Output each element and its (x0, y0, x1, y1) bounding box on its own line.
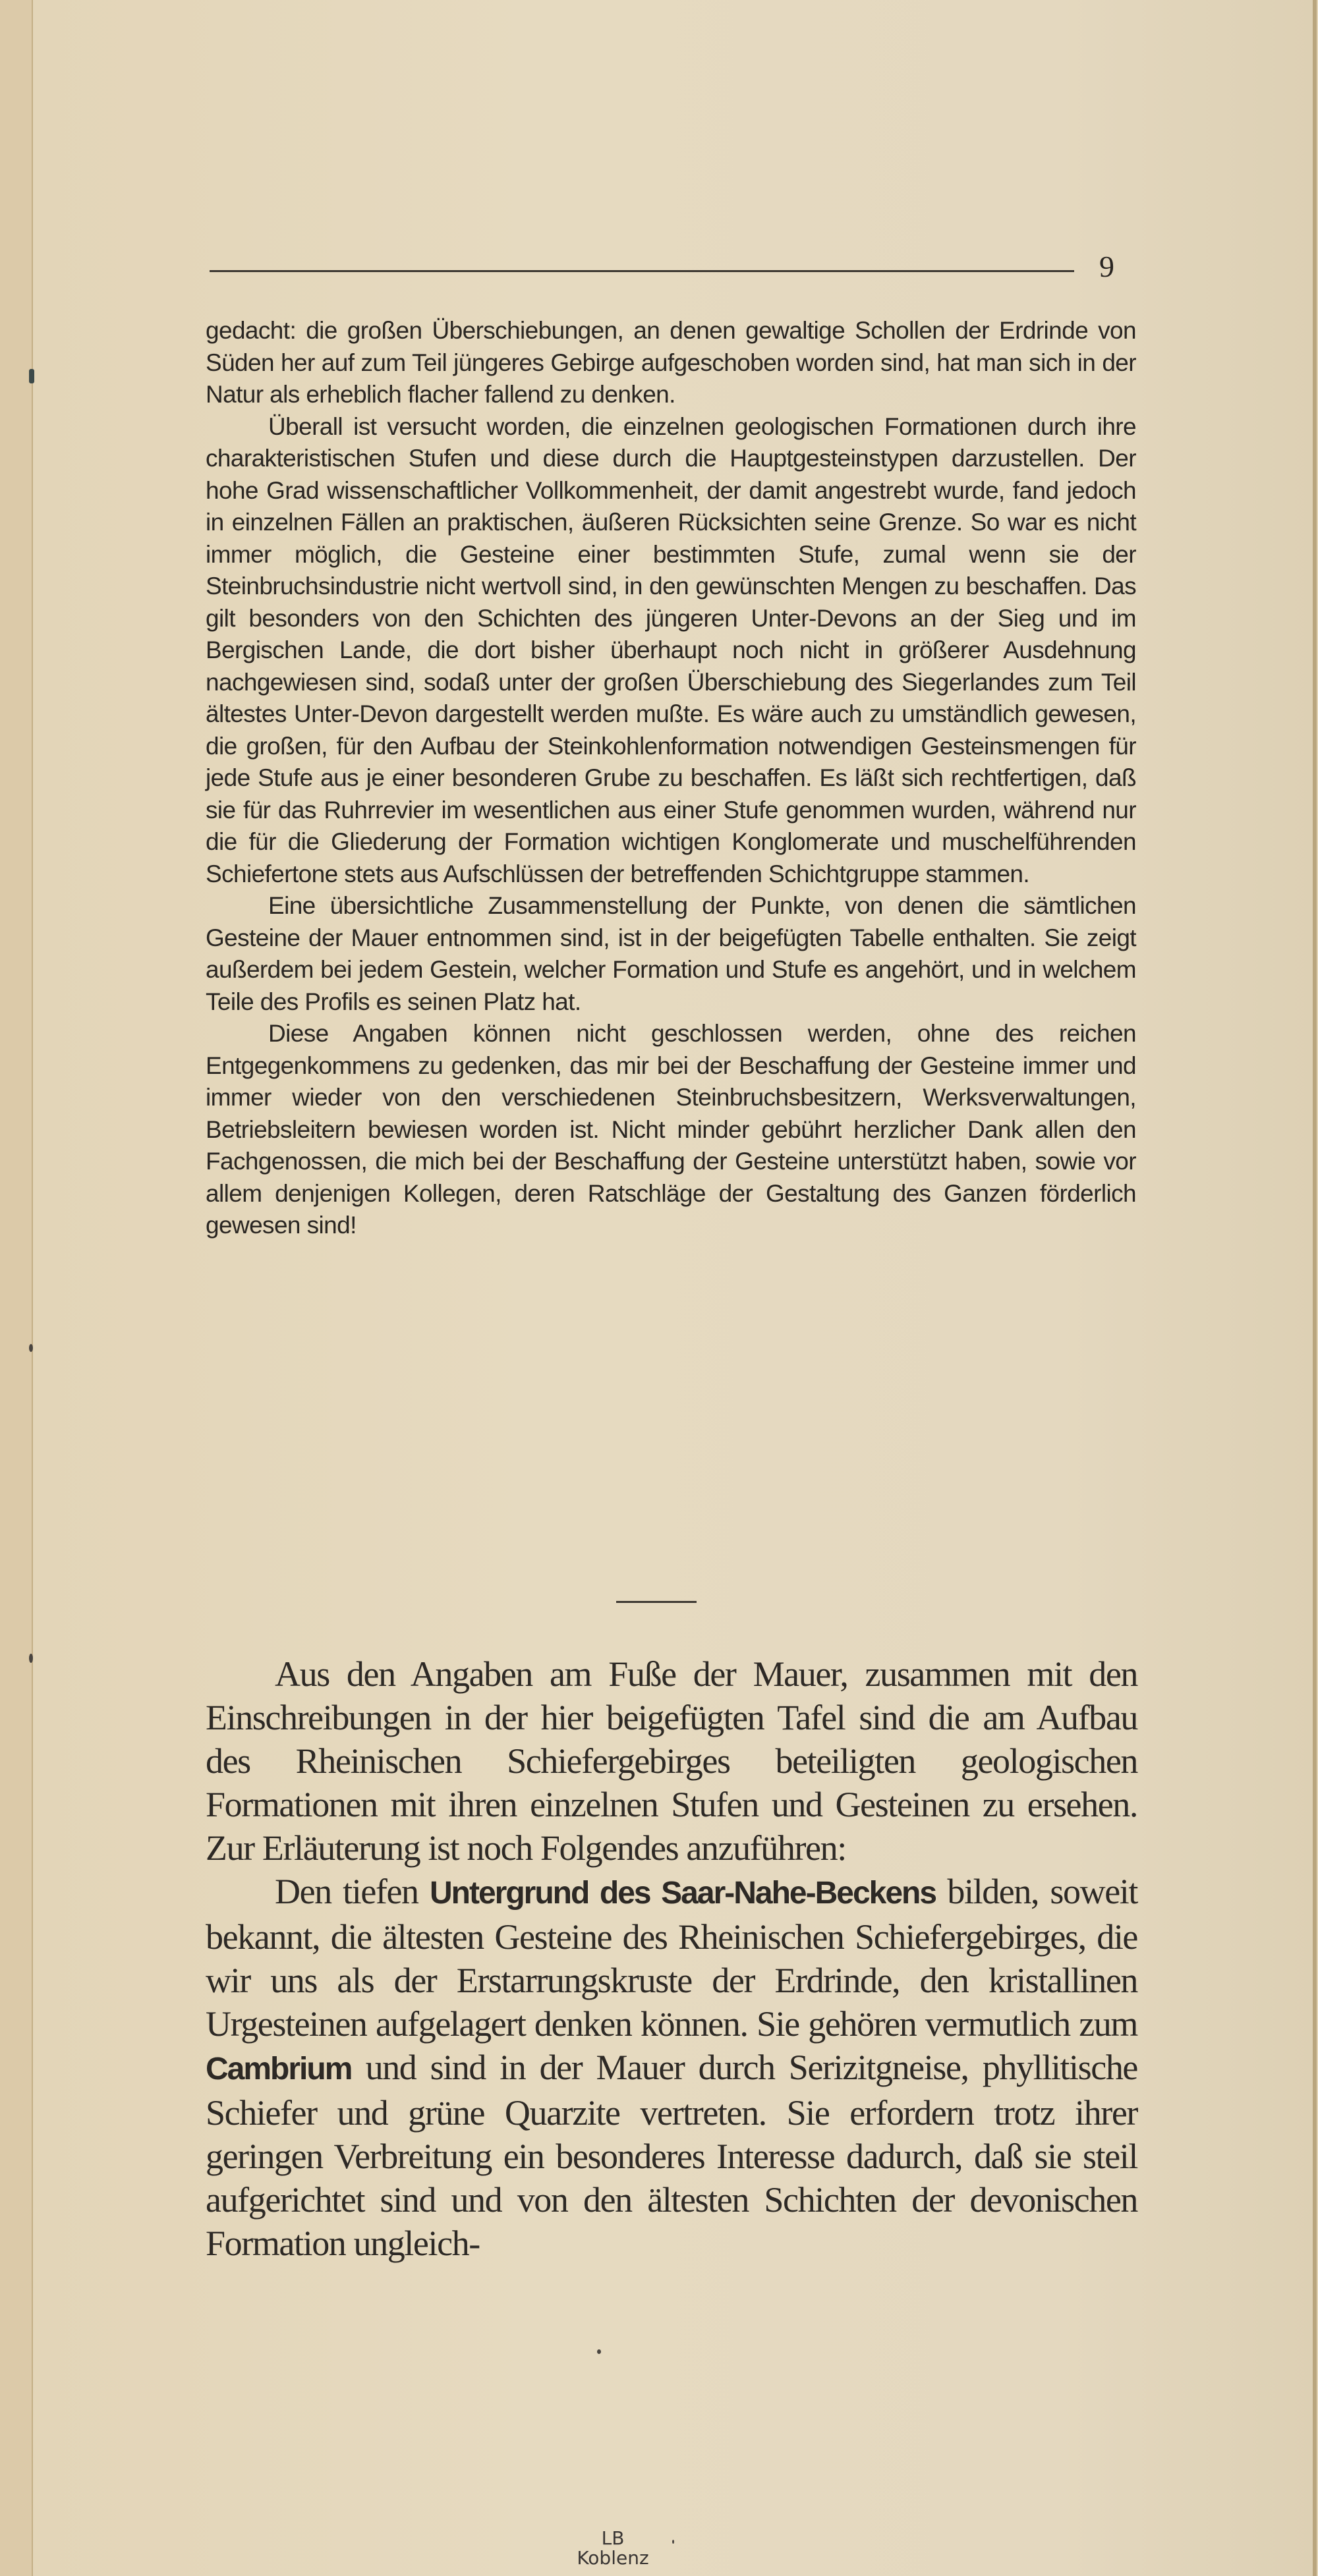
text-run: bilden, soweit bekannt, die ältesten Gesteine des Rheinischen Schiefergebirges, die wir uns als der Erstarrungskruste der Erdrinde, den kristallinen Urgesteinen aufgelagert denken können. Sie gehören vermutlich zum (206, 1872, 1137, 2044)
paragraph: Überall ist versucht worden, die einzelnen geologischen Formationen durch ihre charakteristischen Stufen und diese durch die Hauptgesteinstypen darzustellen. Der hohe Grad wissenschaftlicher Vollkommenheit, der damit angestrebt wurde, fand jedoch in einzelnen Fällen an praktischen, äußeren Rücksichten seine Grenze. So war es nicht immer möglich, die Gesteine einer bestimmten Stufe, zumal wenn sie der Steinbruchsindustrie nicht wertvoll sind, in den gewünschten Mengen zu beschaffen. Das gilt besonders von den Schichten des jüngeren Unter-Devons an der Sieg und im Bergischen Lande, die dort bisher überhaupt noch nicht in größerer Ausdehnung nachgewiesen sind, sodaß unter der großen Überschiebung des Siegerlandes zum Teil ältestes Unter-Devon dargestellt werden mußte. Es wäre auch zu umständlich gewesen, die großen, für den Aufbau der Steinkohlenformation notwendigen Gesteinsmengen für jede Stufe aus je einer besonderen Grube zu beschaffen. Es läßt sich rechtfertigen, daß sie für das Ruhrrevier im wesentlichen aus einer Stufe genommen wurden, während nur die für die Gliederung der Formation wichtigen Konglomerate und muschelführenden Schiefertone stets aus Aufschlüssen der betreffenden Schichtgruppe stammen. (206, 412, 1136, 887)
paragraph: Aus den Angaben am Fuße der Mauer, zusammen mit den Einschreibungen in der hier beigefügten Tafel sind die am Aufbau des Rheinischen Schiefergebirges beteiligten geologischen Formationen mit ihren einzelnen Stufen und Gesteinen zu ersehen. Zur Erläuterung ist noch Folgendes anzuführen: (206, 1654, 1137, 1868)
paragraph: Eine übersichtliche Zusammenstellung der Punkte, von denen die sämtlichen Gesteine der Mauer entnommen sind, ist in der beigefügten Tabelle enthalten. Sie zeigt außerdem bei jedem Gestein, welcher Formation und Stufe es angehört, und in welchem Teile des Profils es seinen Platz hat. (206, 892, 1136, 1015)
binding-thread-mark (29, 1344, 33, 1352)
ink-speck (597, 2349, 601, 2354)
page-edge (1313, 0, 1317, 2576)
paragraph (206, 1870, 1137, 2265)
bold-term: Cambrium (206, 2052, 352, 2086)
binding-thread-mark (29, 1654, 33, 1663)
binding-strip (0, 0, 33, 2576)
ink-speck (672, 2540, 674, 2544)
bold-term: Untergrund des Saar-Nahe-Beckens (429, 1876, 936, 1911)
body-text-large (206, 1652, 1137, 2265)
header-rule (210, 270, 1074, 272)
paragraph: gedacht: die großen Überschiebungen, an denen gewaltige Schollen der Erdrinde von Süden her auf zum Teil jüngeres Gebirge aufgeschoben worden sind, hat man sich in der Natur als erheblich flacher fallend zu denken. (206, 317, 1136, 408)
library-stamp (560, 2529, 666, 2568)
body-text-small (206, 315, 1136, 1242)
section-divider (616, 1601, 697, 1603)
paragraph: Diese Angaben können nicht geschlossen werden, ohne des reichen Entgegenkommens zu gedenken, das mir bei der Beschaffung der Gesteine immer und immer wieder von den verschiedenen Steinbruchsbesitzern, Werksverwaltungen, Betriebsleitern bewiesen worden ist. Nicht minder gebührt herzlicher Dank allen den Fachgenossen, die mich bei der Beschaffung der Gesteine unterstützt haben, sowie vor allem denjenigen Kollegen, deren Ratschläge der Gestaltung des Ganzen förderlich gewesen sind! (206, 1020, 1136, 1239)
stamp-line: LB (601, 2527, 625, 2549)
text-run: und sind in der Mauer durch Serizitgneise, phyllitische Schiefer und grüne Quarzite vertreten. Sie erfordern trotz ihrer geringen Verbreitung ein besonderes Interesse dadurch, daß sie steil aufgerichtet sind und von den ältesten Schichten der devonischen Formation ungleich- (206, 2048, 1137, 2263)
binding-thread-mark (29, 369, 34, 383)
text-run: Den tiefen (275, 1872, 430, 1911)
stamp-line: Koblenz (577, 2547, 649, 2569)
page-number: 9 (1099, 250, 1114, 283)
